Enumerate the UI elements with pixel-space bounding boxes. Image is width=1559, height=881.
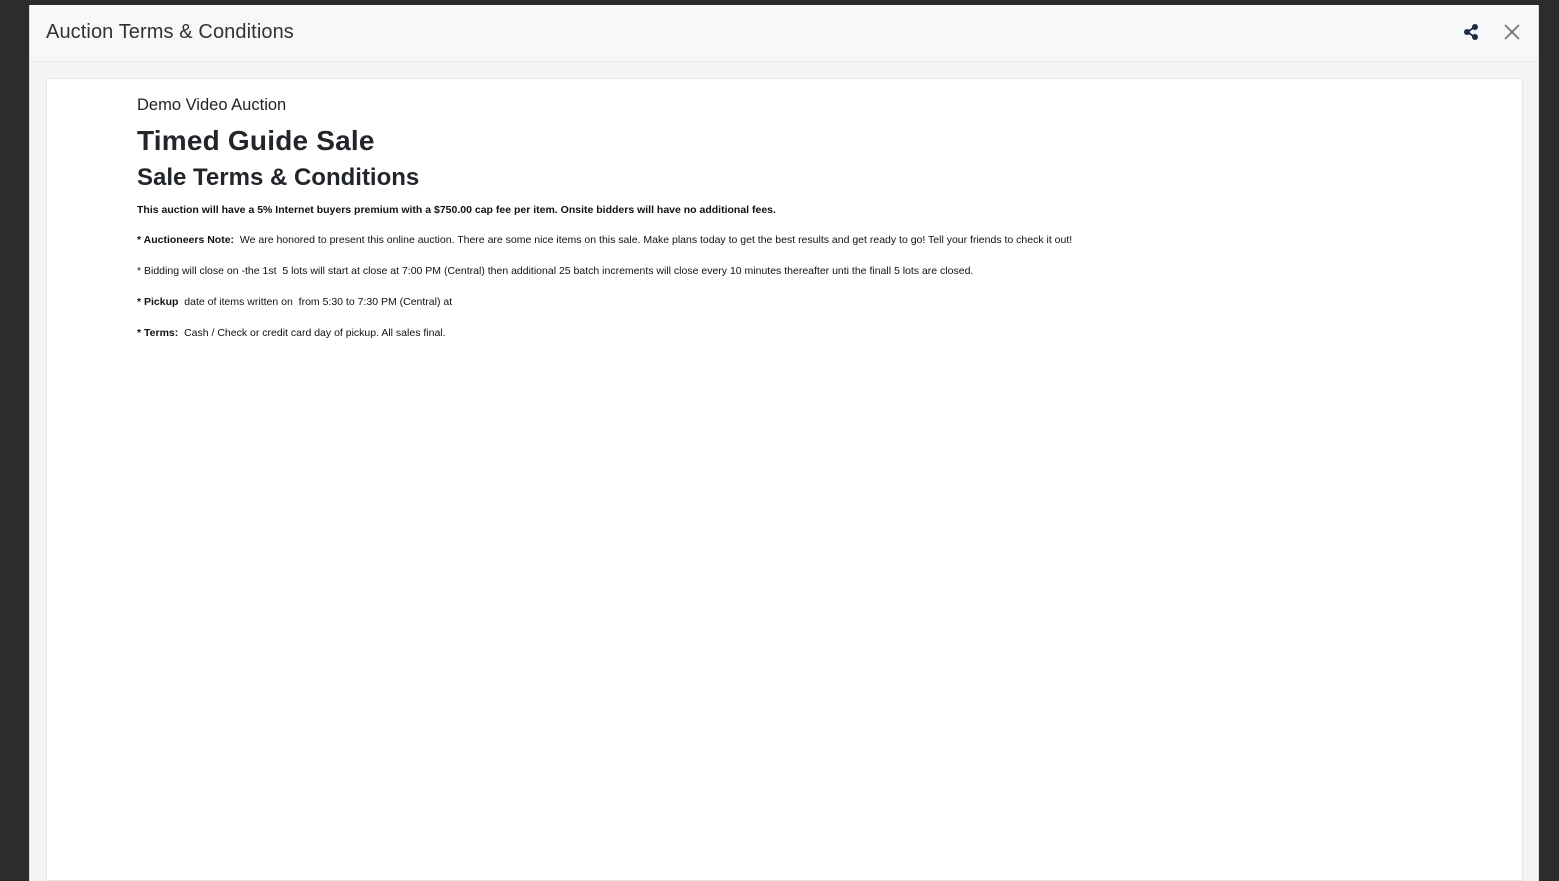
pickup-text: date of items written on from 5:30 to 7:30 PM (Central) at <box>178 296 453 308</box>
close-button[interactable] <box>1502 22 1522 42</box>
terms-note <box>137 326 1437 341</box>
terms-modal <box>29 5 1539 881</box>
share-icon <box>1461 22 1481 42</box>
modal-header <box>30 5 1538 62</box>
share-button[interactable] <box>1461 22 1481 42</box>
auctioneers-note-text: We are honored to present this online auction. There are some nice items on this sale. Make plans today to get the best results and get ready to go! Tell your friends to check it out! <box>234 234 1073 246</box>
modal-title: Auction Terms & Conditions <box>46 21 294 43</box>
bidding-close-note <box>137 264 1437 279</box>
terms-content-frame[interactable] <box>46 78 1523 881</box>
terms-label: * Terms: <box>137 327 179 339</box>
auction-name: Demo Video Auction <box>137 96 287 114</box>
terms-text: Cash / Check or credit card day of pickup. All sales final. <box>178 327 446 339</box>
bidding-close-text: * Bidding will close on -the 1st 5 lots will start at close at 7:00 PM (Central) then additional 25 batch increments will close every 10 minutes thereafter unti the finall 5 lots are closed. <box>137 265 974 277</box>
terms-document <box>137 95 1437 341</box>
pickup-note <box>137 295 1437 310</box>
sale-title: Timed Guide Sale <box>137 125 375 156</box>
auctioneers-note <box>137 233 1437 248</box>
premium-note: This auction will have a 5% Internet buyers premium with a $750.00 cap fee per item. Onsite bidders will have no additional fees. <box>137 204 776 216</box>
auctioneers-note-label: * Auctioneers Note: <box>137 234 235 246</box>
close-icon <box>1502 22 1522 42</box>
pickup-label: * Pickup <box>137 296 179 308</box>
terms-heading: Sale Terms & Conditions <box>137 164 420 191</box>
